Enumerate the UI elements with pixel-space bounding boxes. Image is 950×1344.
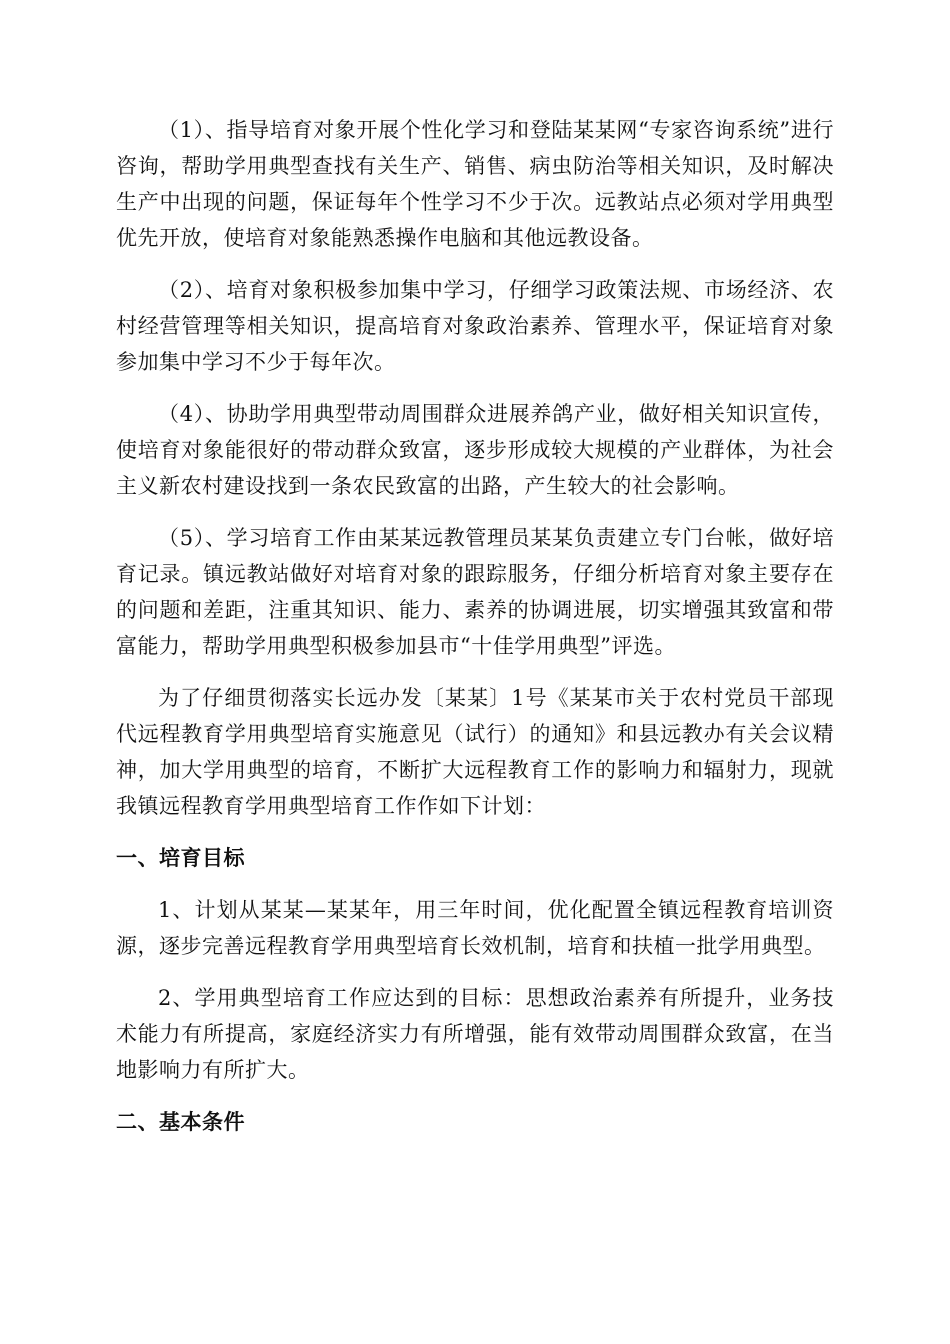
paragraph-plan-introduction: 为了仔细贯彻落实长远办发〔某某〕1号《某某市关于农村党员干部现代远程教育学用典型培育实施意见（试行）的通知》和县远教办有关会议精神，加大学用典型的培育，不断扩大远程教育工作的影响力和辐射力，现就我镇远程教育学用典型培育工作作如下计划： <box>116 686 834 818</box>
paragraph-assist-pigeon-industry: （4）、协助学用典型带动周围群众进展养鸽产业，做好相关知识宣传，使培育对象能很好的带动群众致富，逐步形成较大规模的产业群体，为社会主义新农村建设找到一条农民致富的出路，产生较大的社会影响。 <box>116 402 834 498</box>
paragraph-goal-one: 1、计划从某某—某某年，用三年时间，优化配置全镇远程教育培训资源，逐步完善远程教育学用典型培育长效机制，培育和扶植一批学用典型。 <box>116 898 834 958</box>
paragraph-centralized-study: （2）、培育对象积极参加集中学习，仔细学习政策法规、市场经济、农村经营管理等相关知识，提高培育对象政治素养、管理水平，保证培育对象参加集中学习不少于每年次。 <box>116 278 834 374</box>
paragraph-guidance-personal-study: （1）、指导培育对象开展个性化学习和登陆某某网“专家咨询系统”进行咨询，帮助学用典型查找有关生产、销售、病虫防治等相关知识，及时解决生产中出现的问题，保证每年个性学习不少于次。远教站点必须对学用典型优先开放，使培育对象能熟悉操作电脑和其他远教设备。 <box>116 118 834 250</box>
section-heading-training-goals: 一、培育目标 <box>116 846 245 870</box>
paragraph-goal-two: 2、学用典型培育工作应达到的目标：思想政治素养有所提升，业务技术能力有所提高，家庭经济实力有所增强，能有效带动周围群众致富，在当地影响力有所扩大。 <box>116 986 834 1082</box>
document-body <box>116 112 834 1156</box>
section-heading-basic-conditions: 二、基本条件 <box>116 1110 245 1134</box>
paragraph-training-records: （5）、学习培育工作由某某远教管理员某某负责建立专门台帐，做好培育记录。镇远教站做好对培育对象的跟踪服务，仔细分析培育对象主要存在的问题和差距，注重其知识、能力、素养的协调进展，切实增强其致富和带富能力，帮助学用典型积极参加县市“十佳学用典型”评选。 <box>116 526 834 658</box>
